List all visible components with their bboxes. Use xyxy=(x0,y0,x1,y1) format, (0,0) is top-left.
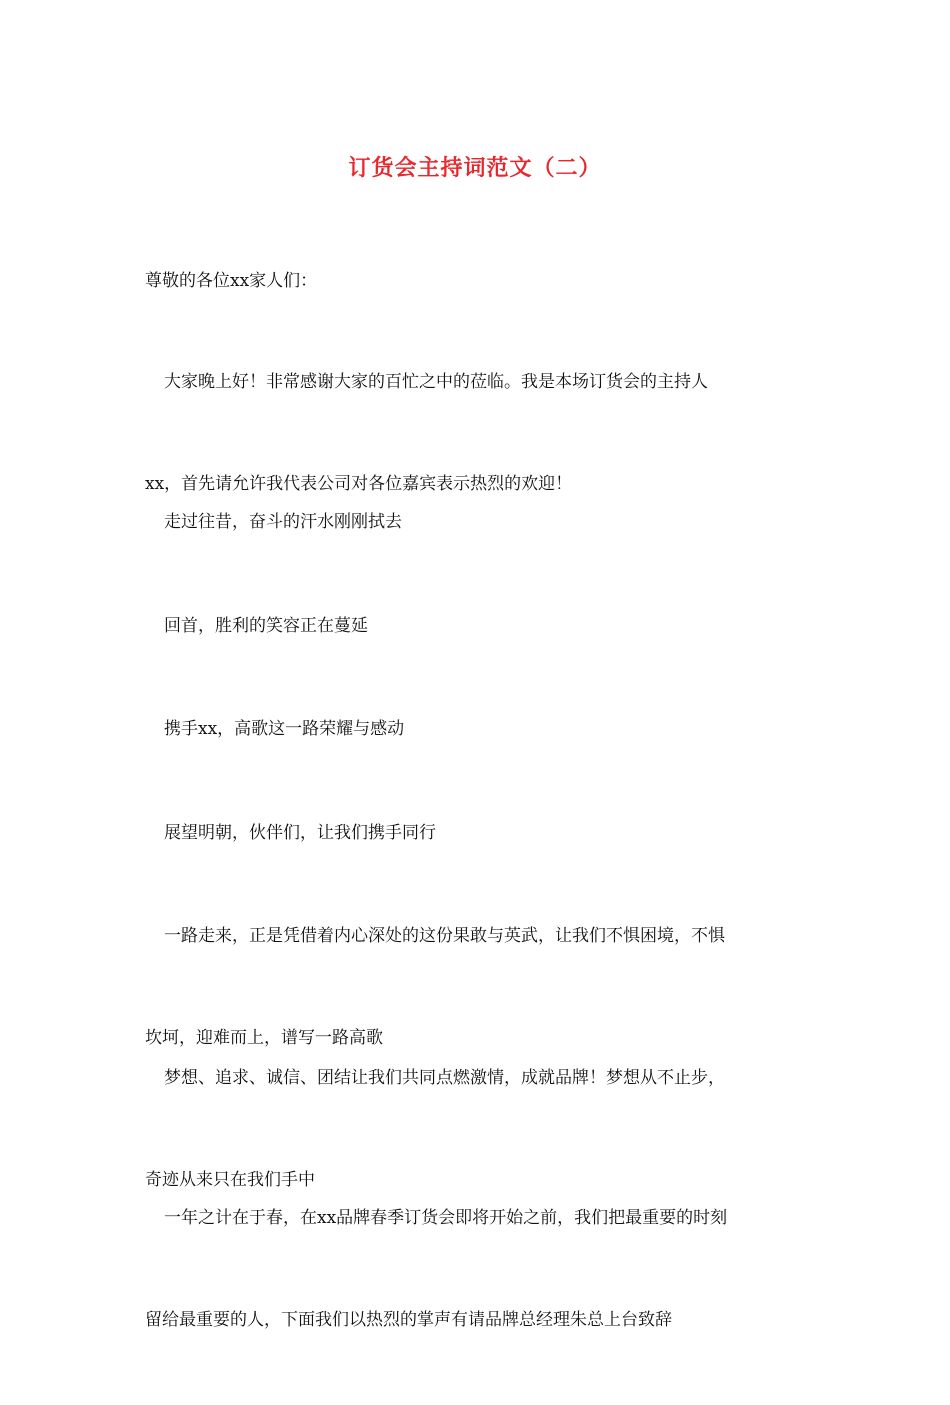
paragraph-line: 坎坷，迎难而上，谱写一路高歌 xyxy=(145,1028,383,1048)
paragraph-line: 奇迹从来只在我们手中 xyxy=(145,1170,315,1190)
paragraph-line: 大家晚上好！非常感谢大家的百忙之中的莅临。我是本场订货会的主持人 xyxy=(164,372,708,392)
paragraph-line: 回首，胜利的笑容正在蔓延 xyxy=(164,616,368,636)
paragraph-line: 一年之计在于春，在xx品牌春季订货会即将开始之前，我们把最重要的时刻 xyxy=(164,1208,728,1228)
paragraph-line: 携手xx，高歌这一路荣耀与感动 xyxy=(164,719,405,739)
paragraph-line: 展望明朝，伙伴们，让我们携手同行 xyxy=(164,823,436,843)
paragraph-spring xyxy=(145,1133,810,1405)
greeting-line: 尊敬的各位xx家人们： xyxy=(145,271,318,291)
paragraph-line: 走过往昔，奋斗的汗水刚刚拭去 xyxy=(164,512,402,532)
paragraph-line: 梦想、追求、诚信、团结让我们共同点燃激情，成就品牌！梦想从不止步， xyxy=(164,1068,725,1088)
paragraph-line: xx，首先请允许我代表公司对各位嘉宾表示热烈的欢迎！ xyxy=(145,474,573,494)
paragraph-line: 一路走来，正是凭借着内心深处的这份果敢与英武，让我们不惧困境，不惧 xyxy=(164,926,725,946)
document-title: 订货会主持词范文（二） xyxy=(348,155,602,181)
paragraph-line: 留给最重要的人，下面我们以热烈的掌声有请品牌总经理朱总上台致辞 xyxy=(145,1310,672,1330)
